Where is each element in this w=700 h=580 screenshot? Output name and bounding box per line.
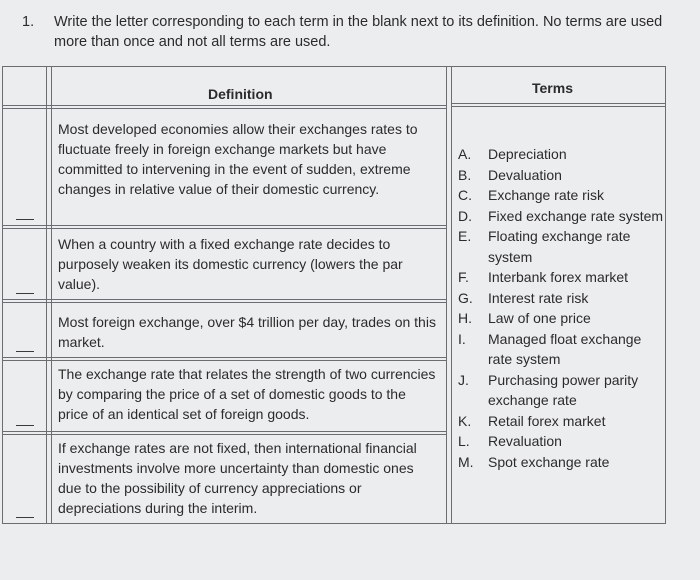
question-number: 1. [22, 14, 35, 30]
definition-4: The exchange rate that relates the strength of two currencies by comparing the price of a set of domestic goods to the price of an identical set of foreign goods. [58, 366, 436, 422]
term-item: G. Interest rate risk [458, 289, 589, 306]
term-item: D. Fixed exchange rate system [458, 207, 664, 224]
question-text: Write the letter corresponding to each term in the blank next to its definition. No terms are used more than once and not all terms are used. [54, 14, 663, 50]
term-item: L. Revaluation [458, 433, 562, 449]
header-divider-left [3, 105, 447, 109]
definition-3: Most foreign exchange, over $4 trillion per day, trades on this market. [58, 314, 436, 350]
blank-column [3, 67, 47, 523]
answer-blank-3[interactable] [16, 351, 34, 352]
definition-2: When a country with a fixed exchange rate decides to purposely weaken its domestic currency (lowers the par value). [58, 236, 403, 292]
term-item: F. Interbank forex market [458, 269, 629, 285]
terms-header: Terms [532, 80, 573, 96]
question [22, 12, 682, 52]
answer-blank-2[interactable] [16, 293, 34, 294]
row-divider [3, 225, 447, 229]
term-item: C. Exchange rate risk [458, 187, 604, 203]
answer-blank-4[interactable] [16, 425, 34, 426]
row-divider [3, 357, 447, 361]
term-item: B. Devaluation [458, 166, 562, 183]
definition-1: Most developed economies allow their exchanges rates to fluctuate freely in foreign exchange markets but have committed to intervening in the event of sudden, extreme changes in relative value of their domestic currency. [58, 121, 418, 197]
term-item: I. Managed float exchange rate system [458, 330, 642, 367]
header-divider-right [451, 103, 665, 107]
answer-blank-5[interactable] [16, 517, 34, 518]
term-item: A. Depreciation [458, 146, 567, 162]
term-item: H. Law of one price [458, 310, 591, 326]
row-divider [3, 431, 447, 435]
terms-list [452, 144, 666, 472]
term-item: E. Floating exchange rate system [458, 228, 631, 265]
definition-header: Definition [208, 86, 273, 102]
definition-5: If exchange rates are not fixed, then international financial investments involve more uncertainty than domestic ones due to the possibility of currency appreciations or depreciations during the interim. [58, 440, 417, 516]
term-item: J. Purchasing power parity exchange rate [458, 371, 639, 408]
answer-blank-1[interactable] [16, 219, 34, 220]
row-divider [3, 299, 447, 303]
term-item: M. Spot exchange rate [458, 453, 610, 470]
term-item: K. Retail forex market [458, 412, 606, 429]
